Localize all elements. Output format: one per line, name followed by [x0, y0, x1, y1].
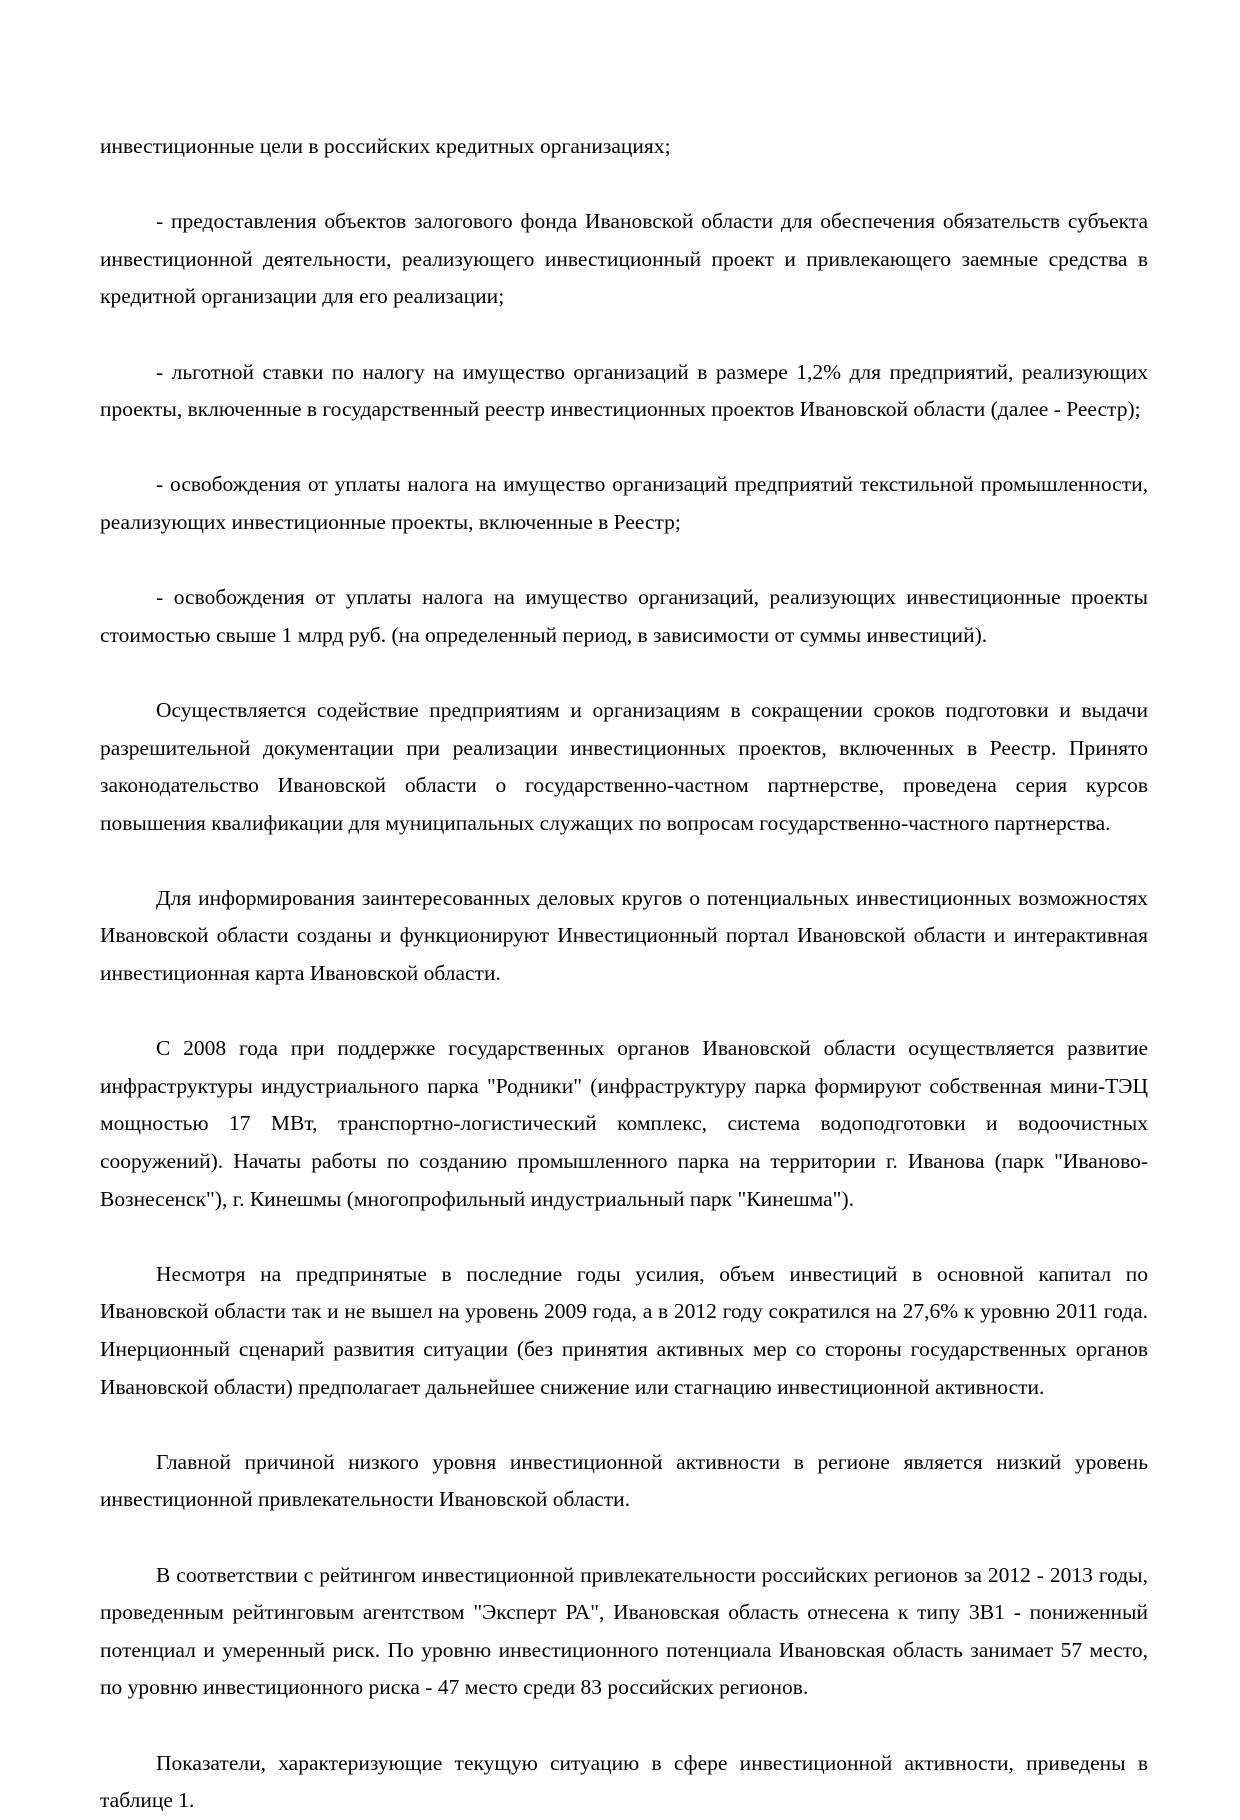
paragraph-main-reason-low-activity: Главной причиной низкого уровня инвестиционной активности в регионе является низкий уровень инвестиционной привлекательности Ивановской области.	[100, 1449, 1148, 1512]
paragraph-gap	[100, 1707, 1148, 1745]
paragraph-investment-portal: Для информирования заинтересованных деловых кругов о потенциальных инвестиционных возможностях Ивановской области созданы и функционируют Инвестиционный портал Ивановской области и интерактивная инвестиционная карта Ивановской области.	[100, 885, 1148, 986]
paragraph-permitting-assistance: Осуществляется содействие предприятиям и организациям в сокращении сроков подготовки и выдачи разрешительной документации при реализации инвестиционных проектов, включенных в Реестр. Принято законодательство Ивановской области о государственно-частном партнерстве, проведена серия курсов повышения квалификации для муниципальных служащих по вопросам государственно-частного партнерства.	[100, 697, 1148, 835]
paragraph-gap	[100, 1406, 1148, 1444]
paragraph-pledge-fund-bullet: - предоставления объектов залогового фонда Ивановской области для обеспечения обязательств субъекта инвестиционной деятельности, реализующего инвестиционный проект и привлекающего заемные средства в кредитной организации для его реализации;	[100, 209, 1148, 309]
paragraph-industrial-parks: С 2008 года при поддержке государственных органов Ивановской области осуществляется развитие инфраструктуры индустриального парка "Родники" (инфраструктуру парка формируют собственная мини-ТЭЦ мощностью 17 МВт, транспортно-логистический комплекс, система водоподготовки и водоочистных сооружений). Начаты работы по созданию промышленного парка на территории г. Иванова (парк "Иваново-Вознесенск"), г. Кинешмы (многопрофильный индустриальный парк "Кинешма").	[100, 1036, 1148, 1211]
paragraph-gap	[100, 654, 1148, 692]
paragraph-gap	[100, 993, 1148, 1031]
paragraph-gap	[100, 1218, 1148, 1256]
paragraph-gap	[100, 316, 1148, 354]
paragraph-expert-ra-rating: В соответствии с рейтингом инвестиционной привлекательности российских регионов за 2012 - 2013 годы, проведенным рейтинговым агентством "Эксперт РА", Ивановская область отнесена к типу 3В1 - пониженный потенциал и умеренный риск. По уровню инвестиционного потенциала Ивановская область занимает 57 место, по уровню инвестиционного риска - 47 место среди 83 российских регионов.	[100, 1562, 1148, 1700]
paragraph-gap	[100, 166, 1148, 204]
paragraph-preferential-tax-rate-bullet: - льготной ставки по налогу на имущество организаций в размере 1,2% для предприятий, реализующих проекты, включенные в государственный реестр инвестиционных проектов Ивановской области (далее - Реестр);	[100, 359, 1148, 422]
paragraph-investment-goals-continuation: инвестиционные цели в российских кредитных организациях;	[100, 134, 671, 158]
paragraph-gap	[100, 842, 1148, 880]
paragraph-investment-volume-decline: Несмотря на предпринятые в последние годы усилия, объем инвестиций в основной капитал по Ивановской области так и не вышел на уровень 2009 года, а в 2012 году сократился на 27,6% к уровню 2011 года. Инерционный сценарий развития ситуации (без принятия активных мер со стороны государственных органов Ивановской области) предполагает дальнейшее снижение или стагнацию инвестиционной активности.	[100, 1261, 1148, 1399]
document-body	[100, 128, 1148, 1820]
paragraph-table-reference: Показатели, характеризующие текущую ситуацию в сфере инвестиционной активности, приведены в таблице 1.	[100, 1750, 1148, 1813]
paragraph-gap	[100, 429, 1148, 467]
paragraph-gap	[100, 542, 1148, 580]
paragraph-gap	[100, 1519, 1148, 1557]
paragraph-large-projects-exemption-bullet: - освобождения от уплаты налога на имущество организаций, реализующих инвестиционные проекты стоимостью свыше 1 млрд руб. (на определенный период, в зависимости от суммы инвестиций).	[100, 585, 1148, 647]
paragraph-textile-exemption-bullet: - освобождения от уплаты налога на имущество организаций предприятий текстильной промышленности, реализующих инвестиционные проекты, включенные в Реестр;	[100, 472, 1148, 534]
